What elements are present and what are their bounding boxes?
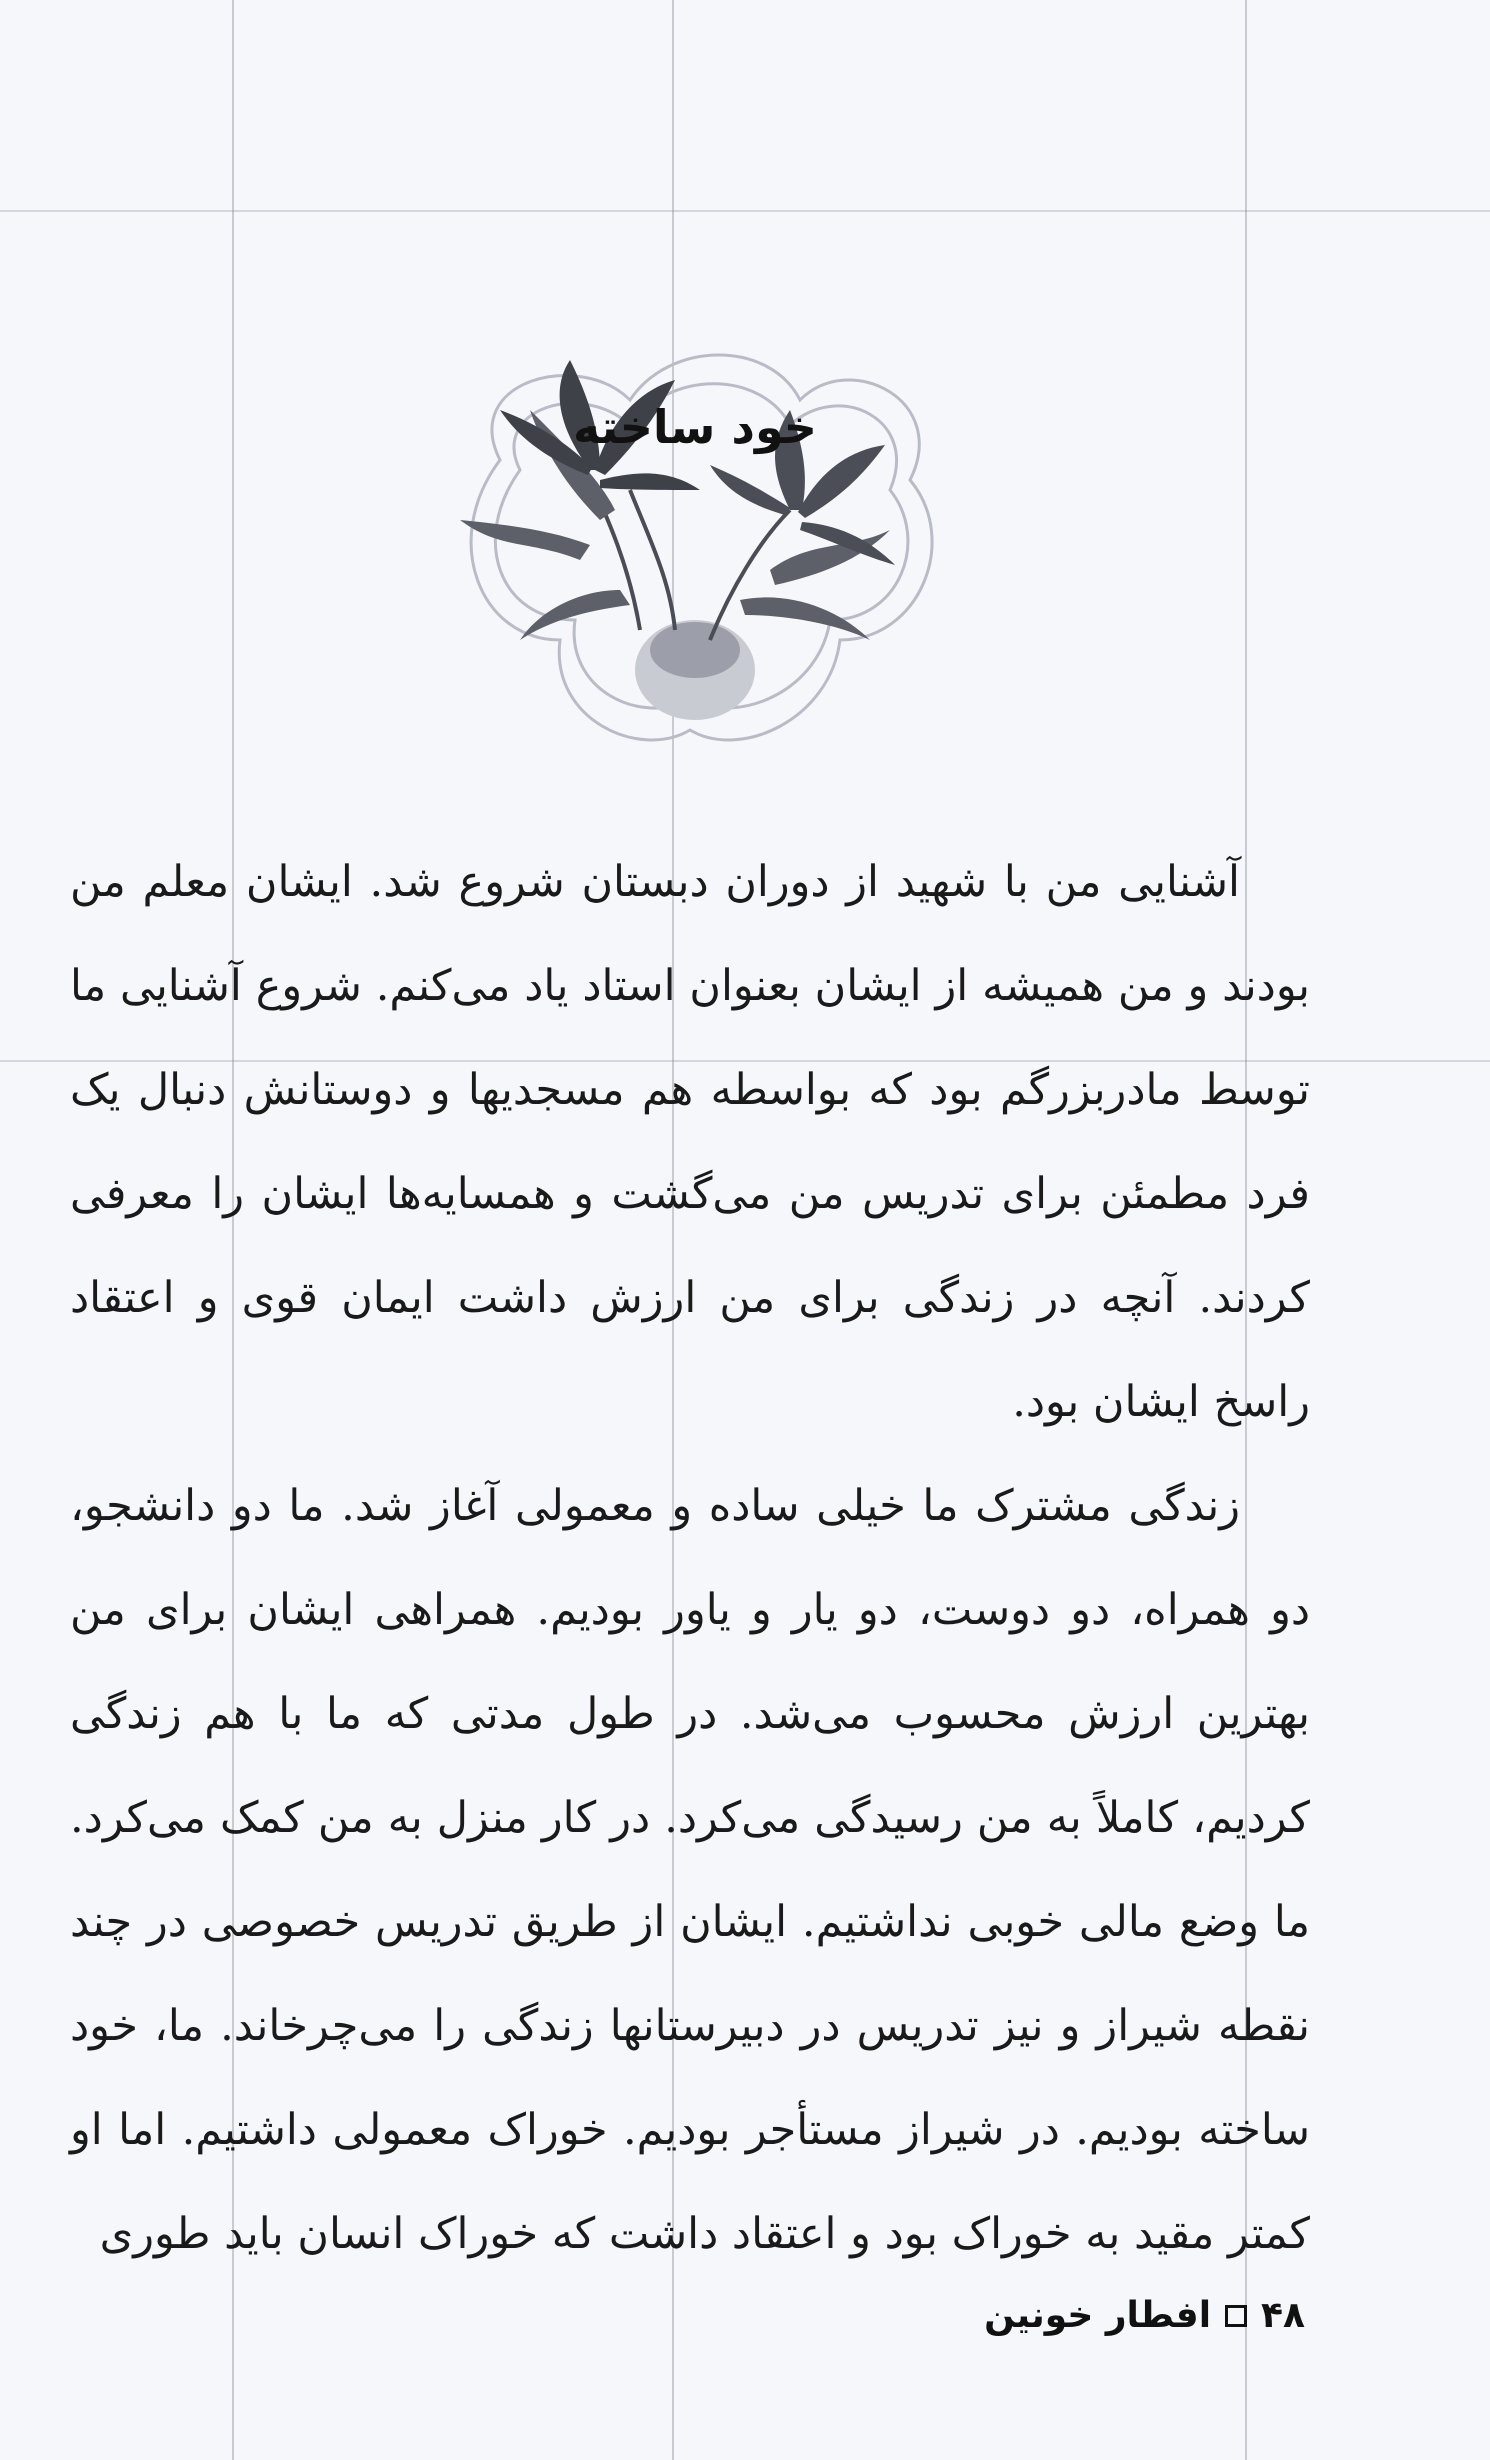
paragraph: آشنایی من با شهید از دوران دبستان شروع شد. ایشان معلم من بودند و من همیشه از ایشان بعنوان استاد یاد می‌کنم. شروع آشنایی ما توسط مادربزرگم بود که بواسطه هم مسجدیها و دوستانش دنبال یک فرد مطمئن برای تدریس من می‌گشت و همسایه‌ها ایشان را معرفی کردند. آنچه در زندگی برای من ارزش داشت ایمان قوی و اعتقاد راسخ ایشان بود. [70, 857, 1310, 1427]
page-footer [984, 2295, 1305, 2336]
page-number: ۴۸ [1261, 2295, 1305, 2336]
book-title: افطار خونین [984, 2295, 1212, 2336]
scan-artifact-line [0, 210, 1490, 212]
page-title: خود ساخته [573, 400, 817, 454]
body-text [70, 830, 1310, 2286]
square-separator-icon [1225, 2305, 1247, 2327]
paragraph: زندگی مشترک ما خیلی ساده و معمولی آغاز شد. ما دو دانشجو، دو همراه، دو دوست، دو یار و یاور بودیم. همراهی ایشان برای من بهترین ارزش محسوب می‌شد. در طول مدتی که ما با هم زندگی کردیم، کاملاً به من رسیدگی می‌کرد. در کار منزل به من کمک می‌کرد. ما وضع مالی خوبی نداشتیم. ایشان از طریق تدریس خصوصی در چند نقطه شیراز و نیز تدریس در دبیرستانها زندگی را می‌چرخاند. ما، خود ساخته بودیم. در شیراز مستأجر بودیم. خوراک معمولی داشتیم. اما او کمتر مقید به خوراک بود و اعتقاد داشت که خوراک انسان باید طوری [70, 1481, 1310, 2259]
